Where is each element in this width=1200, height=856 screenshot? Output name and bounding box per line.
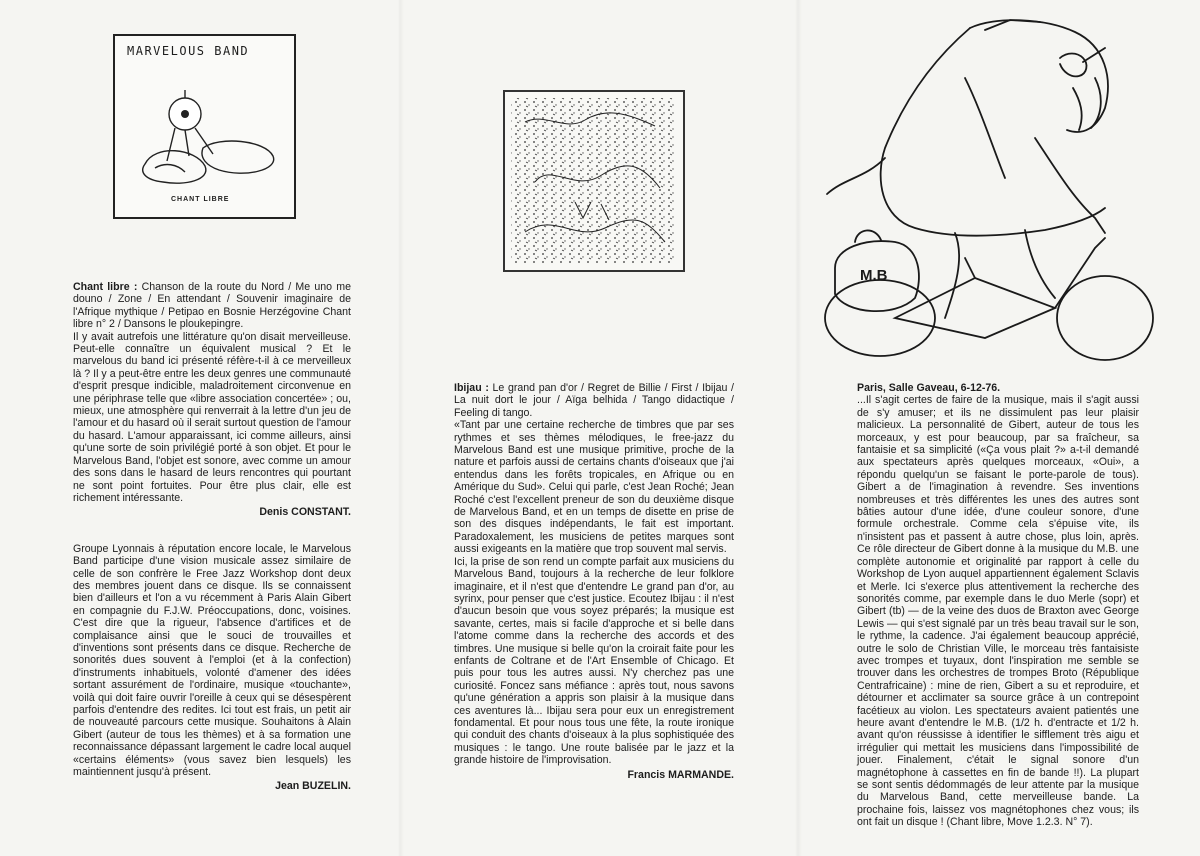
review-chant-libre-body: Il y avait autrefois une littérature qu'on disait merveilleuse. Peut-elle connaître un équivalent musical ? Et le marvelous du band ici présenté réfère-t-il à ce merveilleux là ? Il y a peut-être entre les deux genres une communauté d'esprit presque indicible, maladroitement circonvenue en une périphrase telle que «libre association concertée» ; ou, mieux, une atmosphère qui renverrait à la lettre d'un jeu de l'amour et du hasard où il serait surtout question de l'amour du hasard. L'amour apparaissant, ici comme ailleurs, ainsi qu'une sorte de soin privilégié porté à son objet. Et pour le Marvelous Band, l'objet est sonore, avec comme un amour des sons dans le hasard de leurs rencontres qui pourtant ne sont point fortuites. Pour être plus clair, elle est richement intéressante. xyxy=(73,330,351,504)
review-chant-libre-tracks xyxy=(73,281,351,331)
show-through-text xyxy=(702,70,728,123)
album-cover-title: MARVELOUS ВАND xyxy=(127,44,250,58)
tracks-label: Ibijau : xyxy=(454,382,489,394)
concert-heading: Paris, Salle Gaveau, 6-12-76. xyxy=(857,382,1001,394)
bag-label: M.B xyxy=(860,267,888,284)
concert-review-body: ...Il s'agit certes de faire de la musique, mais il s'agit aussi de s'y amuser; et ils ne dissimulent pas leur plaisir malicieux. La personnalité de Gibert, auteur de tous les morceaux, y est pour beaucoup, par sa fraîcheur, sa fantaisie et sa simplicité («Ça vous plait ?» a-t-il demandé aux spectateurs après quelques morceaux, «Oui», a répondu quelqu'un se faisant le porte-parole de tous). Gibert a de l'imagination à revendre. Ses inventions nombreuses et très différentes les unes des autres sont bâties autour d'une idée, d'une couleur sonore, d'une formule orchestrale. Comme cela s'épuise vite, ils n'insistent pas et passent à autre chose, plus loin, après. Ce rôle directeur de Gibert donne à la musique du M.B. une complète autonomie et originalité par rapport à celle du Workshop de Lyon auquel appartiennent également Sclavis et Merle. Ici s'exerce plus attentivement la recherche des sonorités comme, par exemple dans le duo Merle (sopr) et Gibert (tb) — de la veine des duos de Braxton avec George Lewis — qui s'est signalé par un très beau travail sur le son, le rythme, la cadence. J'ai également beaucoup apprécié, outre le solo de Christian Ville, le morceau très fantaisiste avec trompes et tuyaux, dont l'inspiration me semble se trouver dans les orchestres de trompes Broto (République Centrafricaine) : mine de rien, Gibert a su et reproduire, et détourner et acclimater sa source grâce à un contrepoint facétieux au violon. Les spectateurs avaient patientés une heure avant d'entendre le M.B. (1/2 h. d'entracte et 1/2 h. avant qu'on réussisse à identifier le sifflement très aigu et irrégulier qui mettait les musiciens dans l'impossibilité de jouer. Finalement, c'était le signal sonore d'un magnétophone à cassettes en fin de bande !!). La plupart se sont sentis dédommagés de leur attente par la musique du Marvelous Band, cette merveilleuse bande. La prochaine fois, laissez vos magnétophones chez vous; ils ont fait un disque ! (Chant libre, Move 1.2.3. N° 7). xyxy=(857,394,1139,829)
tracks-list: Le grand pan d'or / Regret de Billie / First / Ibijau / La nuit dort le jour / Aïga belhida / Tango didactique / Feeling di tango. xyxy=(454,382,734,419)
review-buzelin-body: Groupe Lyonnais à réputation encore locale, le Marvelous Band participe d'une vision musicale assez similaire de celle de son confrère le Free Jazz Workshop dont deux des membres jouent dans ce disque. Ils se connaissent bien d'ailleurs et l'on a vu récemment à Paris Alain Gibert en compagnie du F.J.W. Préoccupations, donc, voisines. C'est dire que la rigueur, l'absence d'artifices et de complaisance ainsi que le souci de trouvailles et d'inventions sont présents dans ce disque. Recherche de sonorités dues souvent à l'emploi (et à la confection) d'instruments inhabituels, volonté d'amener des idées sortant assurément de l'ordinaire, musique «touchante», voilà qui doit faire ouvrir l'oreille à ceux qui se désespèrent parfois d'entendre des redites. Ici tout est frais, un petit air de nouveauté parcours cette musique. Souhaitons à Alain Gibert (auteur de tous les thèmes) et à sa formation une reconnaissance dépassant largement le cadre local auquel «certains éléments» (vous savez bien lesquels) les maintiennent jusqu'à présent. xyxy=(73,542,351,779)
middle-column xyxy=(454,382,734,781)
album-cover-chant-libre xyxy=(113,34,296,219)
review-ibijau-body: «Tant par une certaine recherche de timbres que par ses rythmes et ses thèmes mélodiques, le free-jazz du Marvelous Band est une musique primitive, proche de la nature et parfois aussi de certains chants d'oiseaux que j'ai entendus dans les forêts tropicales, en Afrique ou en Amérique du Sud». Celui qui parle, c'est Jean Roché; Jean Roché c'est l'excellent preneur de son du deuxième disque de Marvelous Band, et en un temps de disette en prise de son des disques indépendants, le fait est important. Paradoxalement, les musiciens de petites marques sont aussi exigeants en la matière que trop souvent mal servis. xyxy=(454,419,734,556)
cyclist-illustration xyxy=(805,18,1200,378)
review-author: Denis CONSTANT. xyxy=(259,506,351,519)
cover-drawing-scribbles xyxy=(505,92,683,270)
right-column xyxy=(857,382,1139,829)
review-ibijau-body-2: Ici, la prise de son rend un compte parfait aux musiciens du Marvelous Band, toujours à la recherche de leur folklore imaginaire, et il n'est que d'entendre Le grand pan d'or, au syrinx, pour penser que c'est justice. Ecoutez Ibijau : il n'est d'aucun besoin que vous soyez préparés; la musique est savante, certes, mais si facile d'approche et si belle dans l'atome comme dans la recherche des accords et des timbres. Une musique si belle qu'on la croirait faite pour les enfants de Coltrane et de l'Art Ensemble of Chicago. Et puis pour tous les autres aussi. N'y cherchez pas une curiosité. Foncez sans méfiance : après tout, nous savons qu'une génération a appris son plaisir à la musique dans ces aventures là... Ibijau sera pour eux un enregistrement fondamental. Et pour nous tous une fête, la route ironique qui conduit des chants d'oiseaux à la plus sophistiquée des musiques : le tango. Une route balisée par le jazz et la grande histoire de l'improvisation. xyxy=(454,555,734,767)
review-author: Jean BUZELIN. xyxy=(275,780,351,793)
album-cover-label: CHANT LIBRE xyxy=(171,196,230,203)
left-column xyxy=(73,281,351,793)
tracks-list: Chanson de la route du Nord / Me uno me douno / Zone / En attendant / Souvenir imaginaire de l'Afrique mythique / Petipao en Bosnie Herzégovine Chant libre n° 2 / Dansons le ploukepingre. xyxy=(73,281,351,331)
tracks-label: Chant libre : xyxy=(73,281,138,293)
cover-drawing xyxy=(115,36,295,216)
review-author: Francis MARMANDE. xyxy=(627,768,734,781)
review-ibijau-tracks xyxy=(454,382,734,419)
album-cover-ibijau xyxy=(503,90,685,272)
